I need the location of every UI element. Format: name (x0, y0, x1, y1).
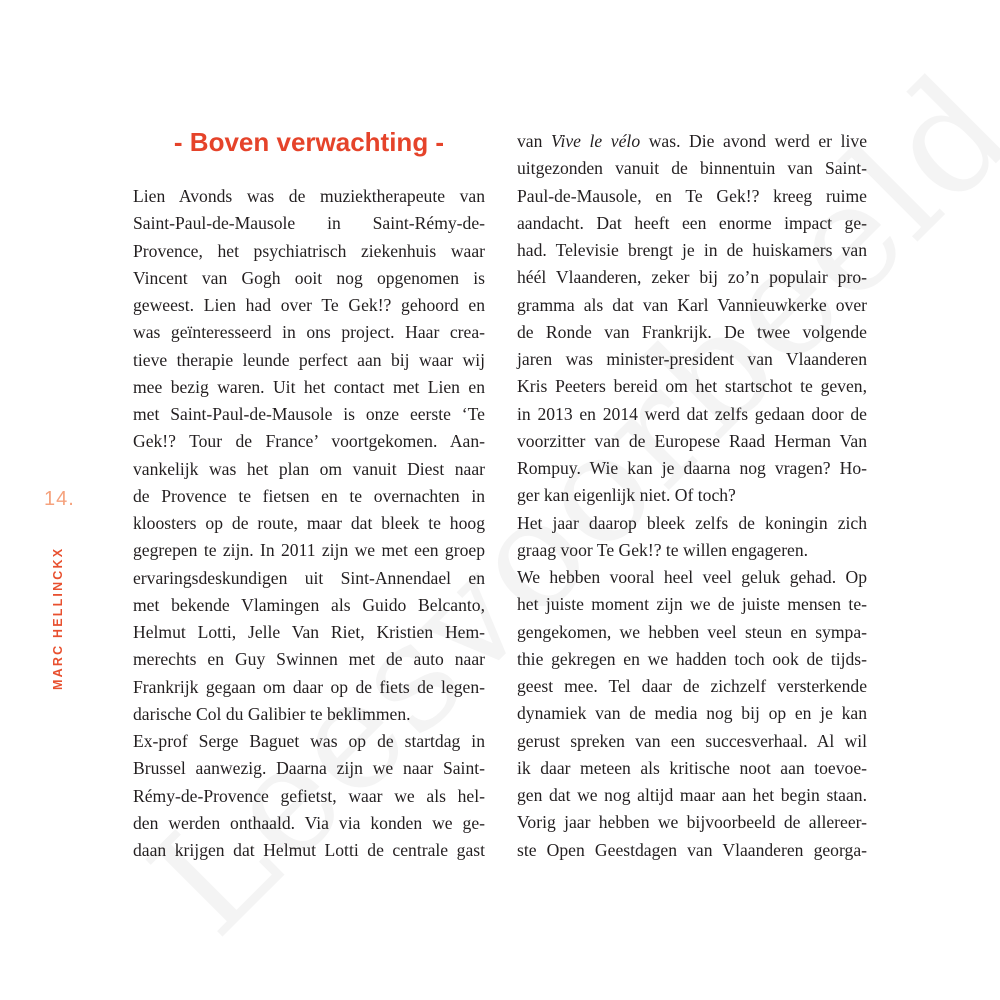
left-text-column (133, 183, 485, 864)
text-line: ervaringsdeskundigen uit Sint-Annendael en (133, 567, 485, 588)
text-line: vankelijk was het plan om vanuit Diest naar (133, 458, 485, 479)
page-number: 14. (44, 488, 75, 510)
text-line: Vorig jaar hebben we bijvoorbeeld de allereer- (517, 812, 867, 833)
right-text-column (517, 128, 867, 864)
text-line: tieve therapie leunde perfect aan bij waar wij (133, 349, 485, 370)
text-line: gengekomen, we hebben veel steun en sympa- (517, 621, 867, 642)
text-line: Provence, het psychiatrisch ziekenhuis waar (133, 240, 485, 261)
text-line: gramma als dat van Karl Vannieuwkerke over (517, 294, 867, 315)
text-line: geest mee. Tel daar de zichzelf versterkende (517, 676, 867, 696)
author-running-head: MARC HELLINCKX (51, 546, 65, 690)
text-line: Saint-Paul-de-Mausole in Saint-Rémy-de- (133, 213, 485, 234)
text-line: de Ronde van Frankrijk. De twee volgende (517, 321, 867, 342)
text-line: gen dat we nog altijd maar aan het begin staan. (517, 785, 867, 805)
text-line: met Saint-Paul-de-Mausole is onze eerste ‘Te (133, 404, 485, 424)
text-line: graag voor Te Gek!? te willen engageren. (517, 539, 809, 560)
text-line: We hebben vooral heel veel geluk gehad. Op (517, 567, 867, 587)
text-line: darische Col du Galibier te beklimmen. (133, 703, 411, 724)
text-line: geweest. Lien had over Te Gek!? gehoord en (133, 295, 485, 315)
text-line: Paul-de-Mausole, en Te Gek!? kreeg ruime (517, 185, 867, 206)
text-line: thie gekregen en we hadden toch ook de tijds- (517, 648, 867, 669)
text-line: kloosters op de route, maar dat bleek te hoog (133, 513, 485, 533)
text-line: voorzitter van de Europese Raad Herman Van (517, 430, 867, 451)
text-line: Vincent van Gogh ooit nog opgenomen is (133, 267, 485, 288)
text-line: met bekende Vlamingen als Guido Belcanto, (133, 594, 485, 615)
text-line: ik daar meteen als kritische noot aan toevoe- (517, 757, 867, 778)
text-line: gerust spreken van een succesverhaal. Al wil (517, 730, 867, 751)
text-line: daan krijgen dat Helmut Lotti de centrale gast (133, 840, 485, 860)
text-line: had. Televisie brengt je in de huiskamers van (517, 240, 867, 260)
text-line: van Vive le vélo was. Die avond werd er live (517, 131, 867, 151)
text-line: den werden onthaald. Via via konden we ge- (133, 812, 485, 833)
text-line: het juiste moment zijn we de juiste mensen te- (517, 594, 867, 615)
text-line: mee bezig waren. Uit het contact met Lien en (133, 376, 485, 397)
text-line: Gek!? Tour de France’ voortgekomen. Aan- (133, 431, 485, 452)
text-line: héél Vlaanderen, zeker bij zo’n populair pro- (517, 267, 867, 288)
text-line: dynamiek van de media nog bij op en je kan (517, 703, 867, 724)
text-line: Kris Peeters bereid om het startschot te geven, (517, 376, 867, 397)
text-line: jaren was minister-president van Vlaanderen (517, 349, 867, 369)
text-line: ger kan eigenlijk niet. Of toch? (517, 485, 736, 506)
section-heading: - Boven verwachting - (173, 127, 445, 157)
text-line: Rompuy. Wie kan je daarna nog vragen? Ho- (517, 458, 867, 478)
text-line: Lien Avonds was de muziektherapeute van (133, 186, 485, 206)
text-line: ste Open Geestdagen van Vlaanderen georga- (517, 839, 867, 860)
text-line: de Provence te fietsen en te overnachten in (133, 485, 485, 506)
text-line: uitgezonden vanuit de binnentuin van Saint- (517, 158, 867, 179)
text-line: in 2013 en 2014 werd dat zelfs gedaan door de (517, 403, 867, 424)
text-line: Helmut Lotti, Jelle Van Riet, Kristien Hem- (133, 622, 485, 642)
text-line: Ex-prof Serge Baguet was op de startdag in (133, 731, 485, 751)
text-line: Het jaar daarop bleek zelfs de koningin zich (517, 512, 867, 533)
text-line: was geïnteresseerd in ons project. Haar crea- (133, 322, 485, 343)
show-title: Vive le vélo (551, 131, 641, 151)
text-line: Frankrijk gegaan om daar op de fiets de legen- (133, 676, 485, 697)
text-line: Rémy-de-Provence gefietst, waar we als hel- (133, 785, 485, 806)
text-line: aandacht. Dat heeft een enorme impact ge- (517, 212, 867, 233)
text-line: gegrepen te zijn. In 2011 zijn we met een groep (133, 540, 485, 561)
text-line: merechts en Guy Swinnen met de auto naar (133, 649, 485, 670)
text-line: Brussel aanwezig. Daarna zijn we naar Saint- (133, 758, 485, 779)
